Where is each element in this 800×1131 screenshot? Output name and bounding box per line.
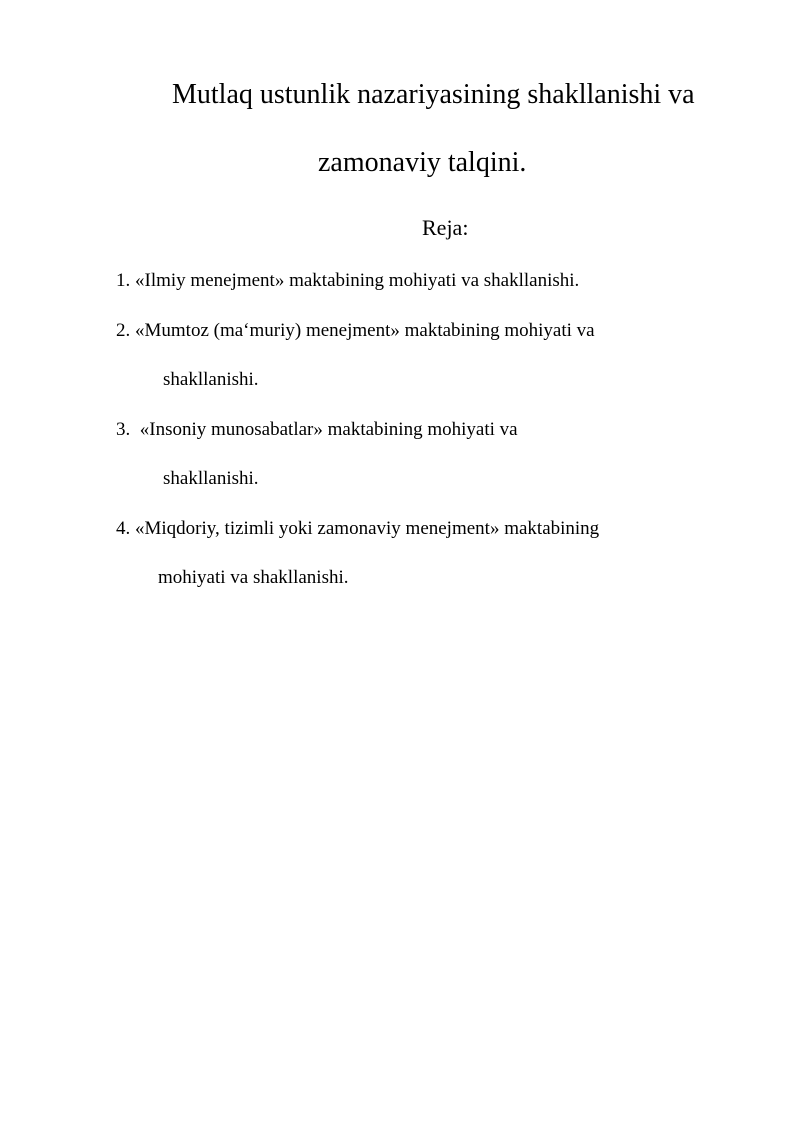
document-title-line-1: Mutlaq ustunlik nazariyasining shakllanishi va — [172, 79, 695, 110]
plan-item-3 — [116, 418, 518, 442]
plan-item-2-number: 2. — [116, 320, 131, 341]
plan-item-3-number: 3. — [116, 419, 131, 440]
plan-item-4-text: «Miqdoriy, tizimli yoki zamonaviy menejment» maktabining — [130, 518, 600, 539]
plan-item-4-continuation: mohiyati va shakllanishi. — [158, 567, 349, 588]
plan-item-2-text: «Mumtoz (ma‘muriy) menejment» maktabining mohiyati va — [130, 320, 595, 341]
plan-item-4-number: 4. — [116, 518, 131, 539]
plan-item-3-text: «Insoniy munosabatlar» maktabining mohiyati va — [130, 419, 518, 440]
plan-item-4 — [116, 517, 599, 541]
document-title-line-2: zamonaviy talqini. — [318, 147, 527, 178]
plan-item-1-text: «Ilmiy menejment» maktabining mohiyati va shakllanishi. — [130, 270, 580, 291]
plan-item-1-number: 1. — [116, 270, 131, 291]
plan-item-3-continuation: shakllanishi. — [163, 468, 259, 489]
plan-item-1 — [116, 269, 579, 293]
plan-item-2 — [116, 319, 595, 343]
plan-item-2-continuation: shakllanishi. — [163, 369, 259, 390]
plan-heading: Reja: — [422, 215, 469, 240]
